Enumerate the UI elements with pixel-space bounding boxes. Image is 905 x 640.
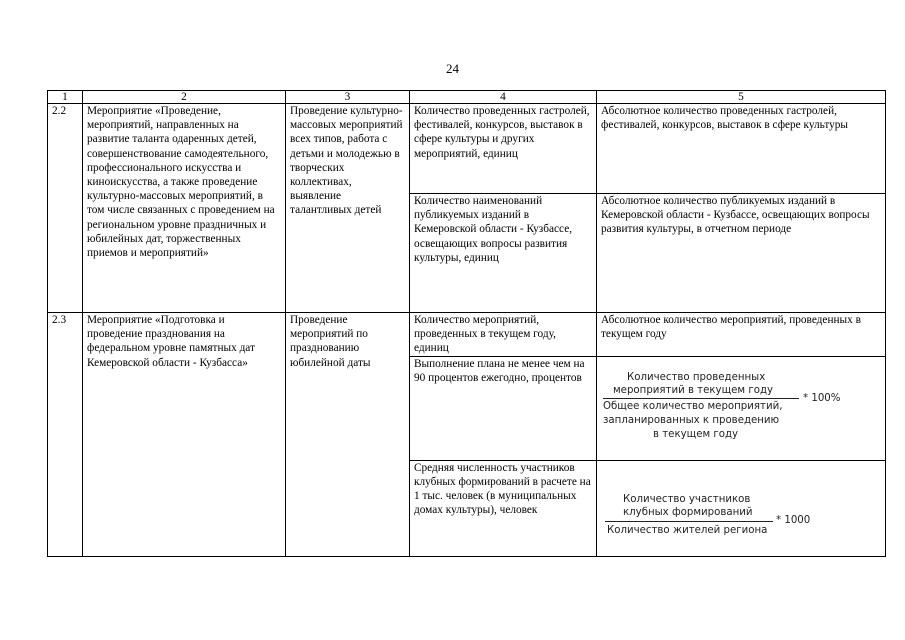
formula-numerator-line: мероприятий в текущем году: [613, 384, 774, 396]
indicator-method-cell: Абсолютное количество мероприятий, проведенных в текущем году: [597, 313, 886, 357]
indicator-method-cell: Абсолютное количество публикуемых изданий в Кемеровской области - Кузбассе, освещающих вопросы развития культуры, в отчетном периоде: [597, 194, 886, 313]
percent-formula: [601, 357, 881, 457]
formula-denominator-line: в текущем году: [653, 428, 739, 440]
formula-numerator-line: Количество проведенных: [627, 371, 766, 383]
formula-multiplier: * 1000: [776, 514, 811, 526]
formula-denominator-line: запланированных к проведению: [603, 414, 780, 426]
fraction-bar: [605, 521, 773, 522]
formula-denominator-line: Количество жителей региона: [607, 524, 768, 536]
header-cell: 5: [597, 91, 886, 104]
indicator-name-cell: Количество мероприятий, проведенных в текущем году, единиц: [410, 313, 597, 357]
header-cell: 2: [83, 91, 286, 104]
indicator-name-cell: Количество наименований публикуемых изданий в Кемеровской области - Кузбассе, освещающих вопросы развития культуры, единиц: [410, 194, 597, 313]
formula-denominator-line: Общее количество мероприятий,: [603, 400, 783, 412]
description-cell: Проведение мероприятий по празднованию юбилейной даты: [286, 313, 410, 557]
formula-multiplier: * 100%: [803, 392, 841, 404]
indicators-table: [47, 90, 886, 557]
page-number: 24: [446, 61, 459, 76]
table-row: [48, 313, 886, 357]
formula-numerator-line: клубных формирований: [623, 506, 753, 518]
table-header-row: [48, 91, 886, 104]
formula-cell: [597, 356, 886, 460]
row-number: 2.3: [48, 313, 83, 557]
header-cell: 1: [48, 91, 83, 104]
formula-cell: [597, 460, 886, 556]
description-cell: Проведение культурно-массовых мероприятий всех типов, работа с детьми и молодежью в творческих коллективах, выявление талантливых детей: [286, 104, 410, 313]
fraction-bar: [603, 398, 799, 399]
indicator-name-cell: Выполнение плана не менее чем на 90 процентов ежегодно, процентов: [410, 356, 597, 460]
table-row: [48, 104, 886, 194]
event-cell: Мероприятие «Проведение, мероприятий, направленных на развитие таланта одаренных детей, совершенствование самодеятельного, профессионального искусства и киноискусства, а также проведение культурно-массовых мероприятий, в том числе связанных с проведением на региональном уровне праздничных и юбилейных дат, торжественных приемов и мероприятий»: [83, 104, 286, 313]
indicator-name-cell: Средняя численность участников клубных формирований в расчете на 1 тыс. человек (в муниципальных домах культуры), человек: [410, 460, 597, 556]
header-cell: 3: [286, 91, 410, 104]
formula-numerator-line: Количество участников: [623, 493, 751, 505]
indicator-method-cell: Абсолютное количество проведенных гастролей, фестивалей, конкурсов, выставок в сфере культуры: [597, 104, 886, 194]
row-number: 2.2: [48, 104, 83, 313]
ratio-formula: [601, 461, 881, 556]
event-cell: Мероприятие «Подготовка и проведение празднования на федеральном уровне памятных дат Кемеровской области - Кузбасса»: [83, 313, 286, 557]
indicator-name-cell: Количество проведенных гастролей, фестивалей, конкурсов, выставок в сфере культуры и других мероприятий, единиц: [410, 104, 597, 194]
header-cell: 4: [410, 91, 597, 104]
